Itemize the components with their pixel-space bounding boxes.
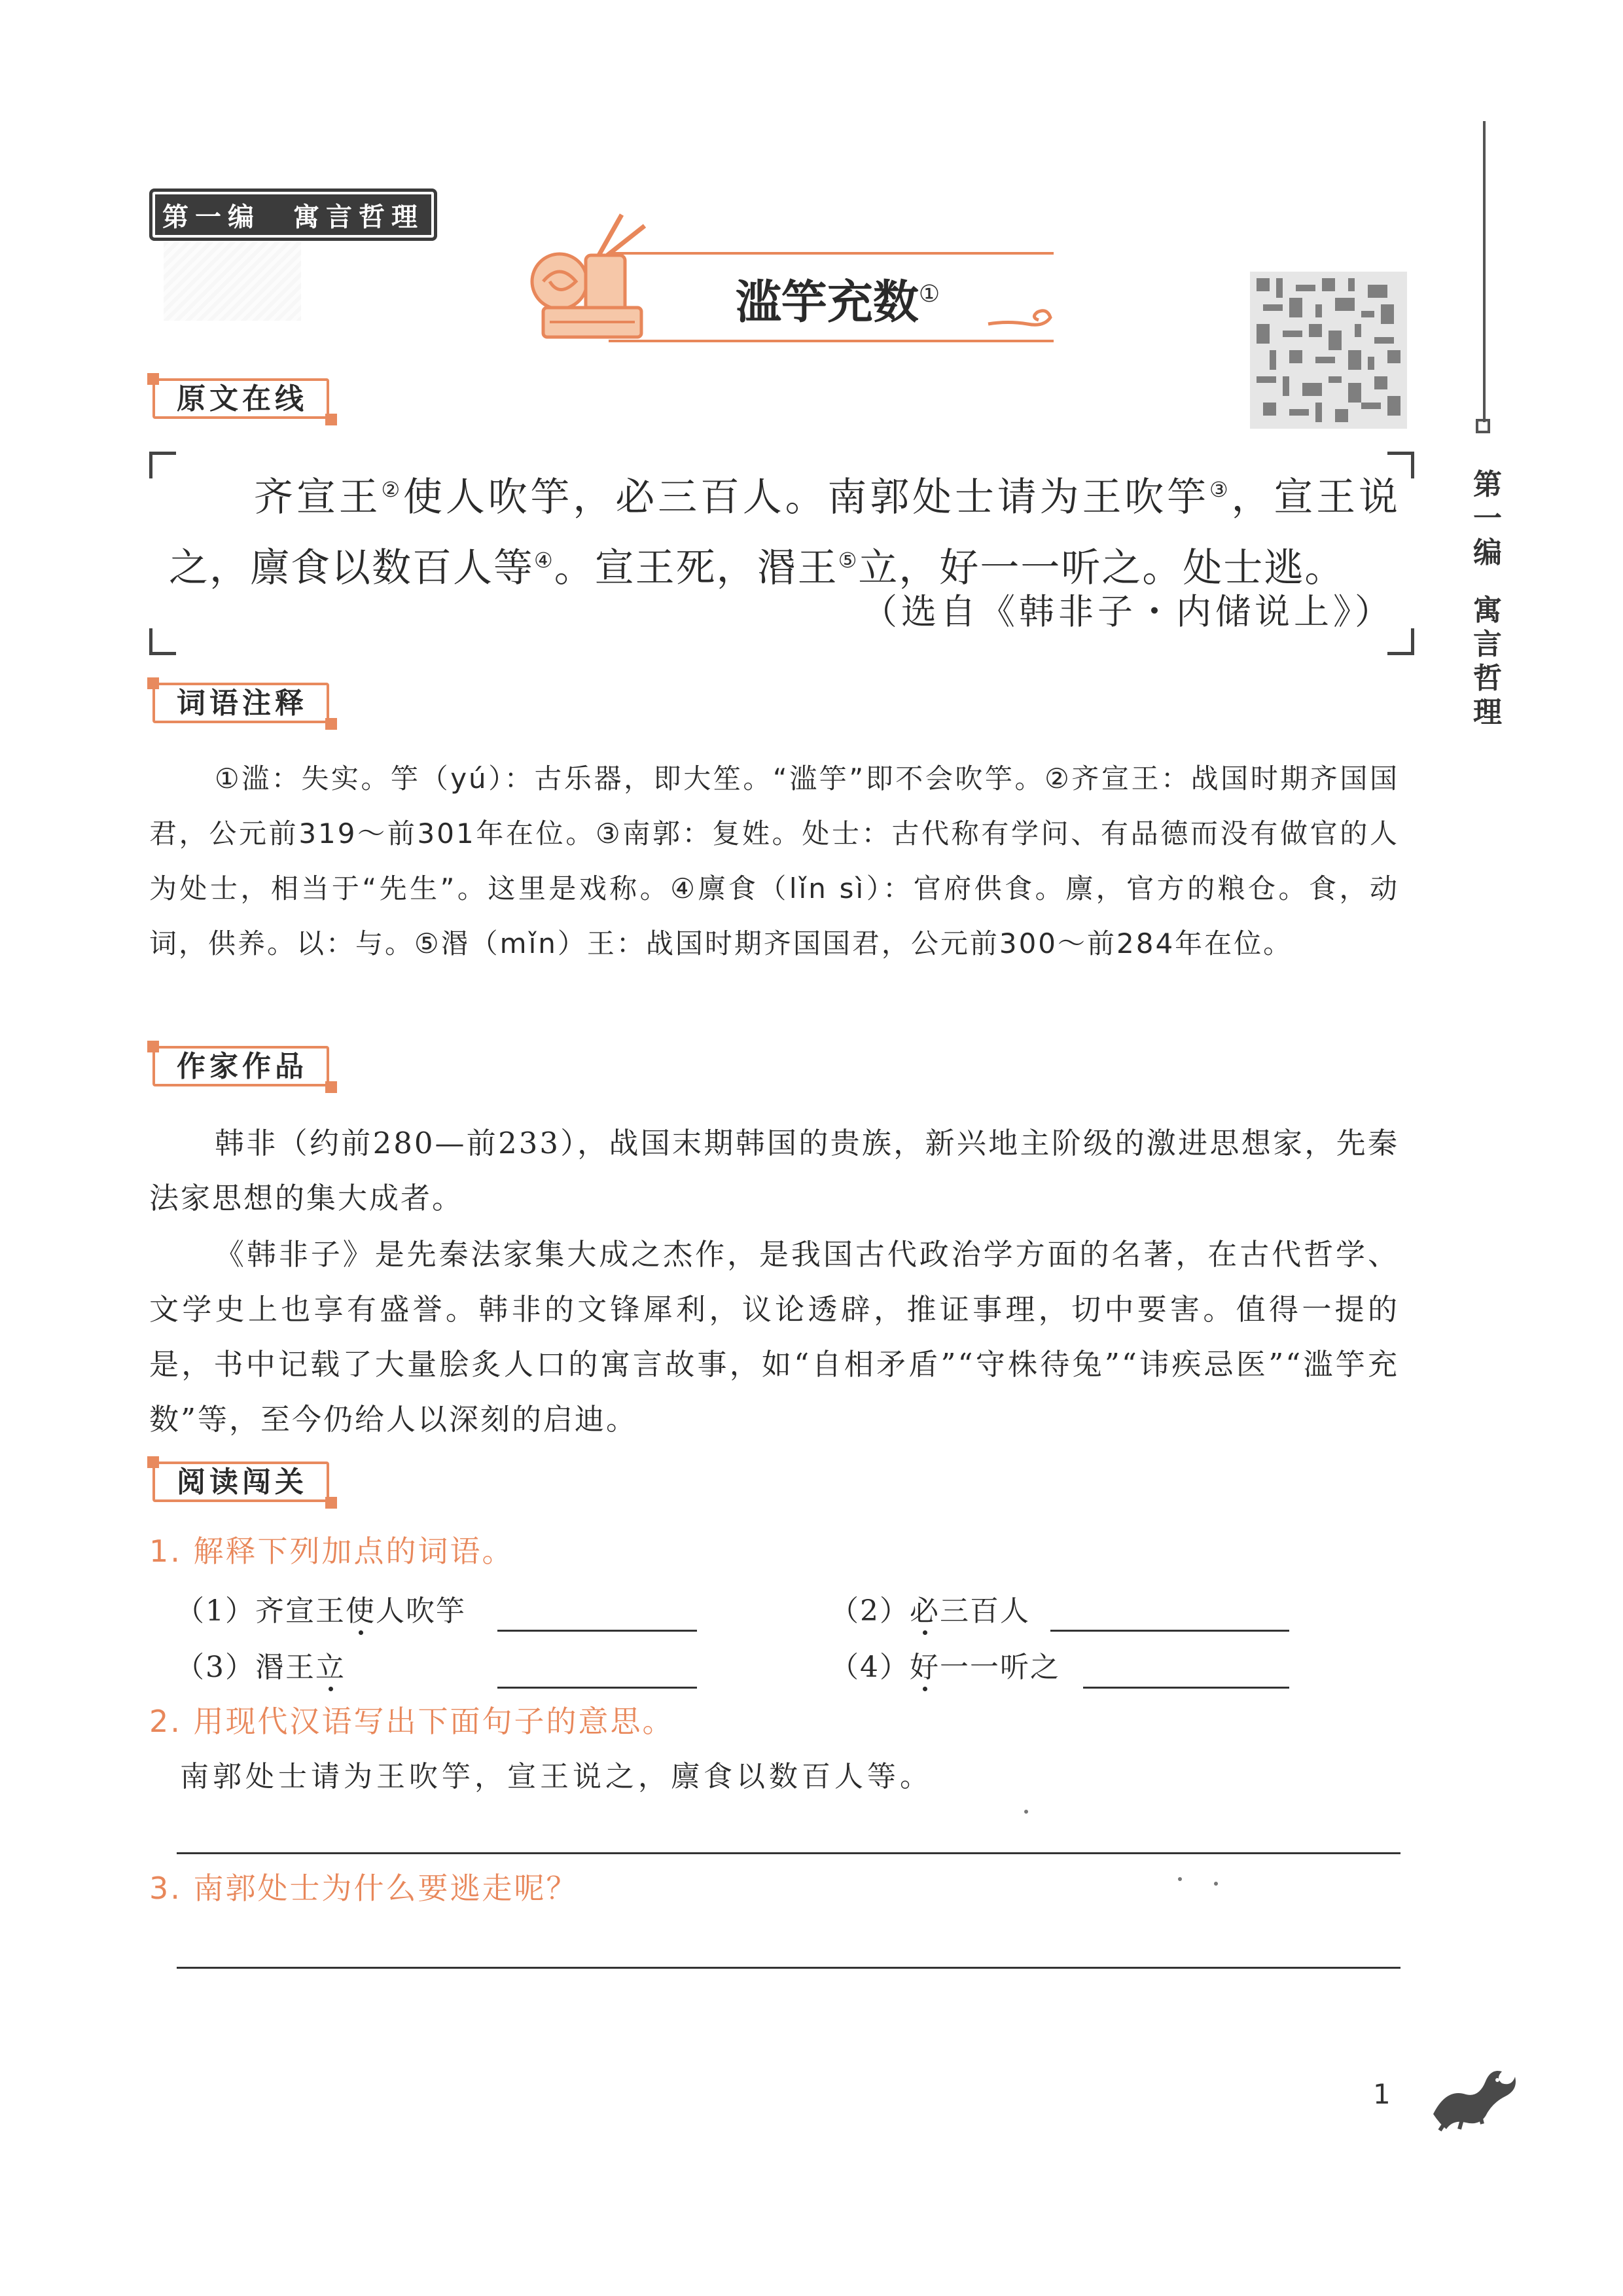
section-label-notes [147,677,337,730]
answer-line[interactable] [177,1852,1400,1854]
faint-texture [164,242,301,321]
page-title [654,255,1021,341]
question-item-2 [830,1592,1030,1631]
side-gap [1458,570,1517,594]
original-text [169,458,1399,600]
qr-code[interactable] [1250,272,1407,429]
section-label-reading [147,1456,337,1509]
dotted-word: 必 [910,1592,940,1631]
section-title: 原文在线 [177,382,308,416]
item-text: 人吹竽 [376,1594,466,1628]
item-text: （2） [830,1594,910,1628]
item-text: 三百人 [940,1594,1030,1628]
answer-blank[interactable] [1050,1630,1289,1632]
dotted-word: 使 [346,1592,376,1631]
side-char: 第 [1473,468,1502,501]
side-char: 编 [1473,536,1502,569]
source-citation: （选自《韩非子・内储说上》） [862,591,1394,632]
question-item-3 [175,1648,346,1687]
volume-label: 第一编 寓言哲理 [149,188,437,241]
section-title: 词语注释 [177,687,308,720]
question-2: 2. 用现代汉语写出下面句子的意思。 [149,1704,675,1739]
author-paragraph-1: 韩非（约前280—前233），战国末期韩国的贵族，新兴地主阶级的激进思想家，先秦法家思想的集大成者。 [149,1126,1399,1215]
orig-seg: ，宣王说之，廪食以数百人等 [169,475,1400,591]
cloud-swirl-icon [985,304,1057,334]
scan-speck [1178,1877,1182,1881]
scan-speck [1214,1882,1218,1886]
item-text: （3）湣王 [175,1651,315,1684]
question-3: 3. 南郭处士为什么要逃走呢？ [149,1871,579,1906]
corner-bracket [149,628,176,655]
section-label-author [147,1041,337,1093]
page-number: 1 [1373,2078,1391,2110]
side-char: 言 [1473,628,1502,661]
section-title: 作家作品 [177,1050,308,1083]
section-title: 阅读闯关 [177,1465,308,1499]
rail-line [1483,121,1486,422]
dotted-word: 好 [910,1648,940,1687]
side-char: 理 [1473,696,1502,729]
side-char: 哲 [1473,662,1502,695]
side-chapter-label [1458,468,1517,730]
side-char: 一 [1473,502,1502,535]
footnote-marker: ④ [534,548,554,573]
question-item-4 [830,1648,1060,1687]
item-text: （4） [830,1651,910,1684]
answer-blank[interactable] [497,1687,697,1689]
dragon-icon [1427,2055,1518,2134]
answer-blank[interactable] [1083,1687,1289,1689]
scroll-brush-icon [524,209,668,350]
question-2-sentence: 南郭处士请为王吹竽，宣王说之，廪食以数百人等。 [180,1760,933,1793]
dotted-word: 立 [315,1648,346,1687]
author-paragraph-2: 《韩非子》是先秦法家集大成之杰作，是我国古代政治学方面的名著，在古代哲学、文学史上也享有盛誉。韩非的文锋犀利，议论透辟，推证事理，切中要害。值得一提的是，书中记载了大量脍炙人口的寓言故事，如“自相矛盾”“守株待兔”“讳疾忌医”“滥竽充数”等，至今仍给人以深刻的启迪。 [149,1237,1399,1437]
orig-seg: 使人吹竽，必三百人。南郭处士请为王吹竽 [403,475,1209,520]
word-notes: ①滥：失实。竽（yú）：古乐器，即大笙。“滥竽”即不会吹竽。②齐宣王：战国时期齐国国君，公元前319～前301年在位。③南郭：复姓。处士：古代称有学问、有品德而没有做官的人为处士，相当于“先生”。这里是戏称。④廪食（lǐn sì）：官府供食。廪，官方的粮仓。食，动词，供养。以：与。⑤湣（mǐn）王：战国时期齐国国君，公元前300～前284年在位。 [149,762,1399,960]
scan-speck [1024,1810,1028,1814]
orig-seg: 齐宣王 [254,475,382,520]
orig-seg: 。宣王死，湣王 [554,545,838,591]
title-text: 滥竽充数 [735,275,919,329]
question-1: 1. 解释下列加点的词语。 [149,1534,514,1569]
question-item-1 [175,1592,466,1631]
item-text: 一一听之 [940,1651,1060,1684]
footnote-marker: ③ [1209,477,1232,502]
footnote-marker: ⑤ [838,548,859,573]
orig-seg: 立，好一一听之。处士逃。 [858,545,1346,591]
section-label-original [147,373,337,425]
answer-line[interactable] [177,1967,1400,1969]
rail-cap [1476,419,1490,433]
item-text: （1）齐宣王 [175,1594,346,1628]
title-footnote-marker: ① [918,281,940,308]
side-char: 寓 [1473,594,1502,627]
answer-blank[interactable] [497,1630,697,1632]
footnote-marker: ② [381,477,404,502]
